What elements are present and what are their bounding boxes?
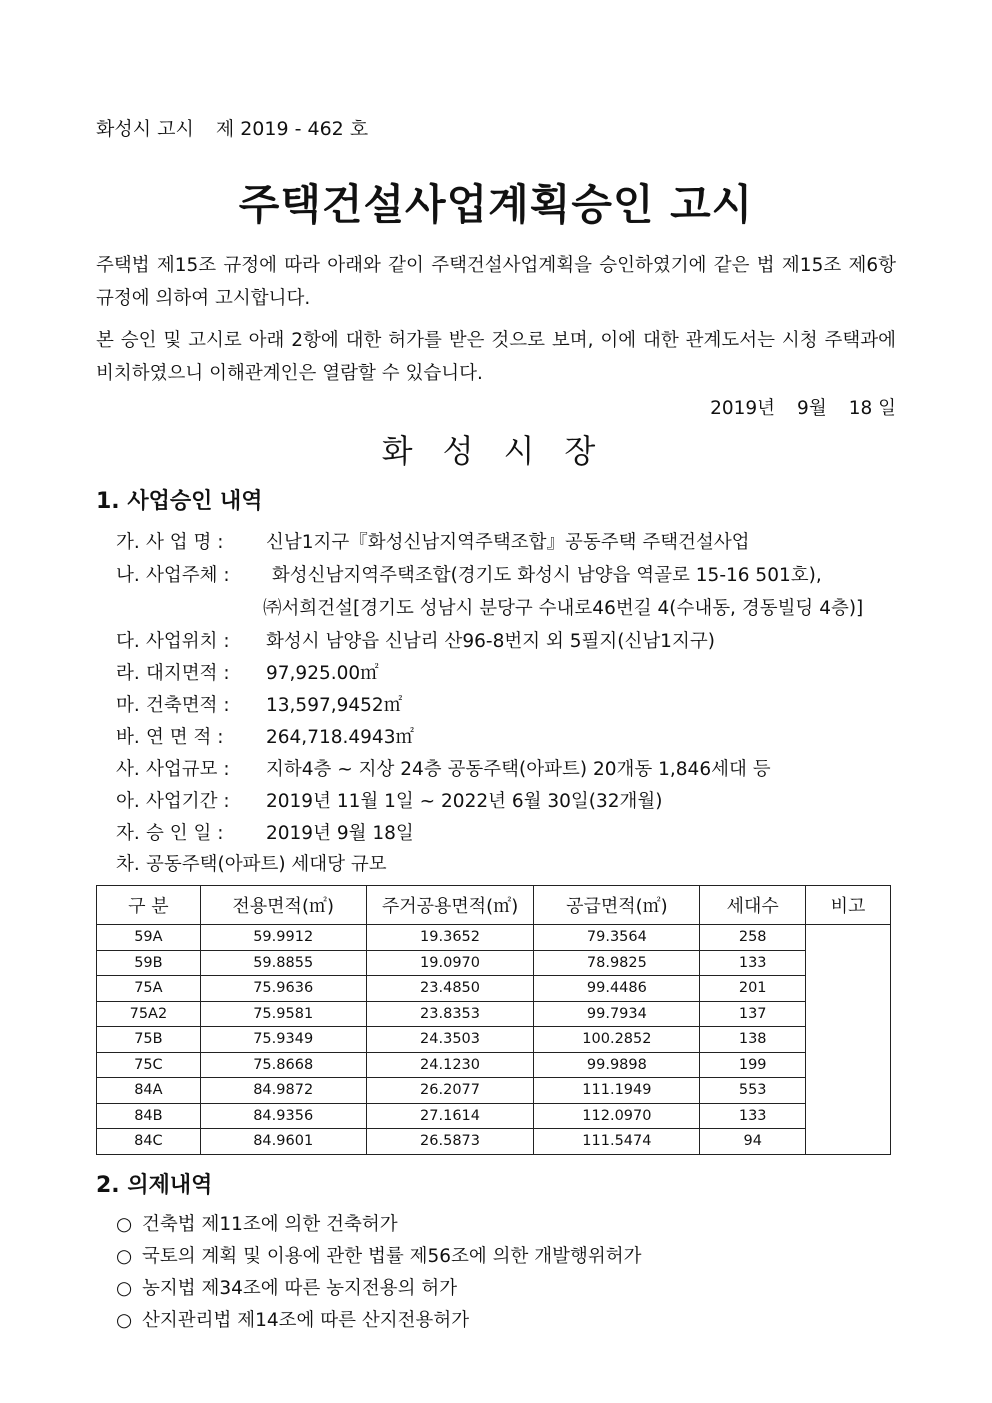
column-header: 전용면적(㎡) <box>200 886 366 925</box>
table-row <box>97 1052 891 1078</box>
circle-bullet-icon: ○ <box>116 1246 133 1267</box>
item-value: 13,597,9452㎡ <box>266 695 403 716</box>
issuer-mayor: 화성시장 <box>381 432 626 470</box>
circle-bullet-icon: ○ <box>116 1278 133 1299</box>
notice-org: 화성시 고시 <box>96 118 194 140</box>
table-cell: 79.3564 <box>534 925 700 951</box>
item-value: 지하4층 ~ 지상 24층 공동주택(아파트) 20개동 1,846세대 등 <box>266 759 771 780</box>
list-item <box>116 1274 457 1300</box>
item-value: 2019년 9월 18일 <box>266 823 414 844</box>
item-label: 사 업 명 : <box>146 532 224 553</box>
item-label: 사업규모 : <box>146 759 230 780</box>
item-marker: 가. <box>116 532 140 553</box>
section-2-heading: 2. 의제내역 <box>96 1173 213 1198</box>
item-value: 신남1지구『화성신남지역주택조합』공동주택 주택건설사업 <box>266 532 750 553</box>
table-cell: 99.9898 <box>534 1052 700 1078</box>
table-cell: 84C <box>97 1129 201 1155</box>
list-item <box>116 723 414 749</box>
unit-size-table-container <box>96 885 891 1155</box>
date-month: 9월 <box>797 398 827 419</box>
list-item <box>116 819 414 845</box>
item-value: 264,718.4943㎡ <box>266 727 414 748</box>
table-cell: 78.9825 <box>534 950 700 976</box>
table-cell: 59B <box>97 950 201 976</box>
table-cell: 75A <box>97 976 201 1002</box>
item-marker: 차. <box>116 854 140 875</box>
item-text: 산지관리법 제14조에 따른 산지전용허가 <box>142 1310 470 1331</box>
list-item <box>116 1210 398 1236</box>
list-item <box>116 561 822 587</box>
list-item <box>116 627 715 653</box>
list-item <box>116 659 379 685</box>
table-cell: 99.7934 <box>534 1001 700 1027</box>
section-1-heading: 1. 사업승인 내역 <box>96 489 263 514</box>
column-header: 구 분 <box>97 886 201 925</box>
list-item <box>116 528 750 554</box>
table-row <box>97 1078 891 1104</box>
table-cell: 94 <box>700 1129 806 1155</box>
table-cell: 84.9601 <box>200 1129 366 1155</box>
table-cell: 99.4486 <box>534 976 700 1002</box>
table-cell: 23.8353 <box>366 1001 534 1027</box>
table-cell: 59A <box>97 925 201 951</box>
item-value-continued: ㈜서희건설[경기도 성남시 분당구 수내로46번길 4(수내동, 경동빌딩 4층)] <box>263 598 864 619</box>
table-cell: 112.0970 <box>534 1103 700 1129</box>
table-cell: 75.8668 <box>200 1052 366 1078</box>
item-value: 화성신남지역주택조합(경기도 화성시 남양읍 역골로 15-16 501호), <box>266 565 822 586</box>
table-cell: 24.1230 <box>366 1052 534 1078</box>
column-header: 주거공용면적(㎡) <box>366 886 534 925</box>
table-cell: 23.4850 <box>366 976 534 1002</box>
unit-size-table <box>96 885 891 1155</box>
table-cell: 19.0970 <box>366 950 534 976</box>
table-cell: 138 <box>700 1027 806 1053</box>
table-cell: 199 <box>700 1052 806 1078</box>
list-item <box>116 755 771 781</box>
table-row <box>97 1001 891 1027</box>
table-row <box>97 1027 891 1053</box>
item-marker: 아. <box>116 791 140 812</box>
item-text: 건축법 제11조에 의한 건축허가 <box>142 1214 398 1235</box>
item-label: 연 면 적 : <box>146 727 224 748</box>
list-item <box>116 850 387 876</box>
notice-date <box>710 394 896 420</box>
item-marker: 나. <box>116 565 140 586</box>
table-header-row <box>97 886 891 925</box>
table-cell: 84A <box>97 1078 201 1104</box>
notice-number: 제 2019 - 462 호 <box>215 118 369 140</box>
table-cell: 27.1614 <box>366 1103 534 1129</box>
table-cell: 553 <box>700 1078 806 1104</box>
notice-number-line <box>96 114 368 141</box>
table-cell: 75B <box>97 1027 201 1053</box>
date-day: 18 일 <box>848 398 896 419</box>
item-label: 승 인 일 : <box>146 823 224 844</box>
item-label: 공동주택(아파트) 세대당 규모 <box>146 854 387 875</box>
table-cell: 111.5474 <box>534 1129 700 1155</box>
table-row <box>97 1103 891 1129</box>
paragraph-1: 주택법 제15조 규정에 따라 아래와 같이 주택건설사업계획을 승인하였기에 같은 법 제15조 제6항 규정에 의하여 고시합니다. <box>96 255 896 309</box>
column-header: 공급면적(㎡) <box>534 886 700 925</box>
table-cell: 26.5873 <box>366 1129 534 1155</box>
item-marker: 라. <box>116 663 140 684</box>
table-cell: 75.9581 <box>200 1001 366 1027</box>
list-item <box>116 1242 642 1268</box>
list-item <box>116 787 663 813</box>
table-row <box>97 1129 891 1155</box>
table-cell: 84.9356 <box>200 1103 366 1129</box>
item-marker: 마. <box>116 695 140 716</box>
item-label: 사업주체 : <box>146 565 230 586</box>
table-cell: 133 <box>700 1103 806 1129</box>
item-value: 2019년 11월 1일 ~ 2022년 6월 30일(32개월) <box>266 791 663 812</box>
table-cell: 59.9912 <box>200 925 366 951</box>
remarks-cell <box>806 925 891 1155</box>
item-text: 국토의 계획 및 이용에 관한 법률 제56조에 의한 개발행위허가 <box>142 1246 642 1267</box>
table-cell: 59.8855 <box>200 950 366 976</box>
circle-bullet-icon: ○ <box>116 1310 133 1331</box>
item-value: 화성시 남양읍 신남리 산96-8번지 외 5필지(신남1지구) <box>266 631 715 652</box>
item-marker: 다. <box>116 631 140 652</box>
table-cell: 84.9872 <box>200 1078 366 1104</box>
column-header: 비고 <box>806 886 891 925</box>
table-cell: 100.2852 <box>534 1027 700 1053</box>
item-marker: 사. <box>116 759 140 780</box>
document-title: 주택건설사업계획승인 고시 <box>238 180 754 229</box>
table-cell: 75.9636 <box>200 976 366 1002</box>
date-year: 2019년 <box>710 398 776 419</box>
item-label: 사업기간 : <box>146 791 230 812</box>
table-row <box>97 925 891 951</box>
item-text: 농지법 제34조에 따른 농지전용의 허가 <box>142 1278 458 1299</box>
table-cell: 258 <box>700 925 806 951</box>
item-marker: 자. <box>116 823 140 844</box>
table-cell: 24.3503 <box>366 1027 534 1053</box>
column-header: 세대수 <box>700 886 806 925</box>
paragraph-2: 본 승인 및 고시로 아래 2항에 대한 허가를 받은 것으로 보며, 이에 대한 관계도서는 시청 주택과에 비치하였으니 이해관계인은 열람할 수 있습니다. <box>96 330 896 384</box>
table-cell: 75C <box>97 1052 201 1078</box>
item-label: 건축면적 : <box>146 695 230 716</box>
table-cell: 133 <box>700 950 806 976</box>
table-row <box>97 976 891 1002</box>
list-item <box>116 691 402 717</box>
circle-bullet-icon: ○ <box>116 1214 133 1235</box>
table-cell: 26.2077 <box>366 1078 534 1104</box>
list-item-continuation <box>263 594 863 620</box>
table-cell: 111.1949 <box>534 1078 700 1104</box>
table-cell: 19.3652 <box>366 925 534 951</box>
item-value: 97,925.00㎡ <box>266 663 379 684</box>
table-cell: 75A2 <box>97 1001 201 1027</box>
item-label: 대지면적 : <box>146 663 230 684</box>
table-cell: 201 <box>700 976 806 1002</box>
item-label: 사업위치 : <box>146 631 230 652</box>
table-row <box>97 950 891 976</box>
item-marker: 바. <box>116 727 140 748</box>
list-item <box>116 1306 469 1332</box>
table-cell: 84B <box>97 1103 201 1129</box>
table-cell: 75.9349 <box>200 1027 366 1053</box>
table-cell: 137 <box>700 1001 806 1027</box>
